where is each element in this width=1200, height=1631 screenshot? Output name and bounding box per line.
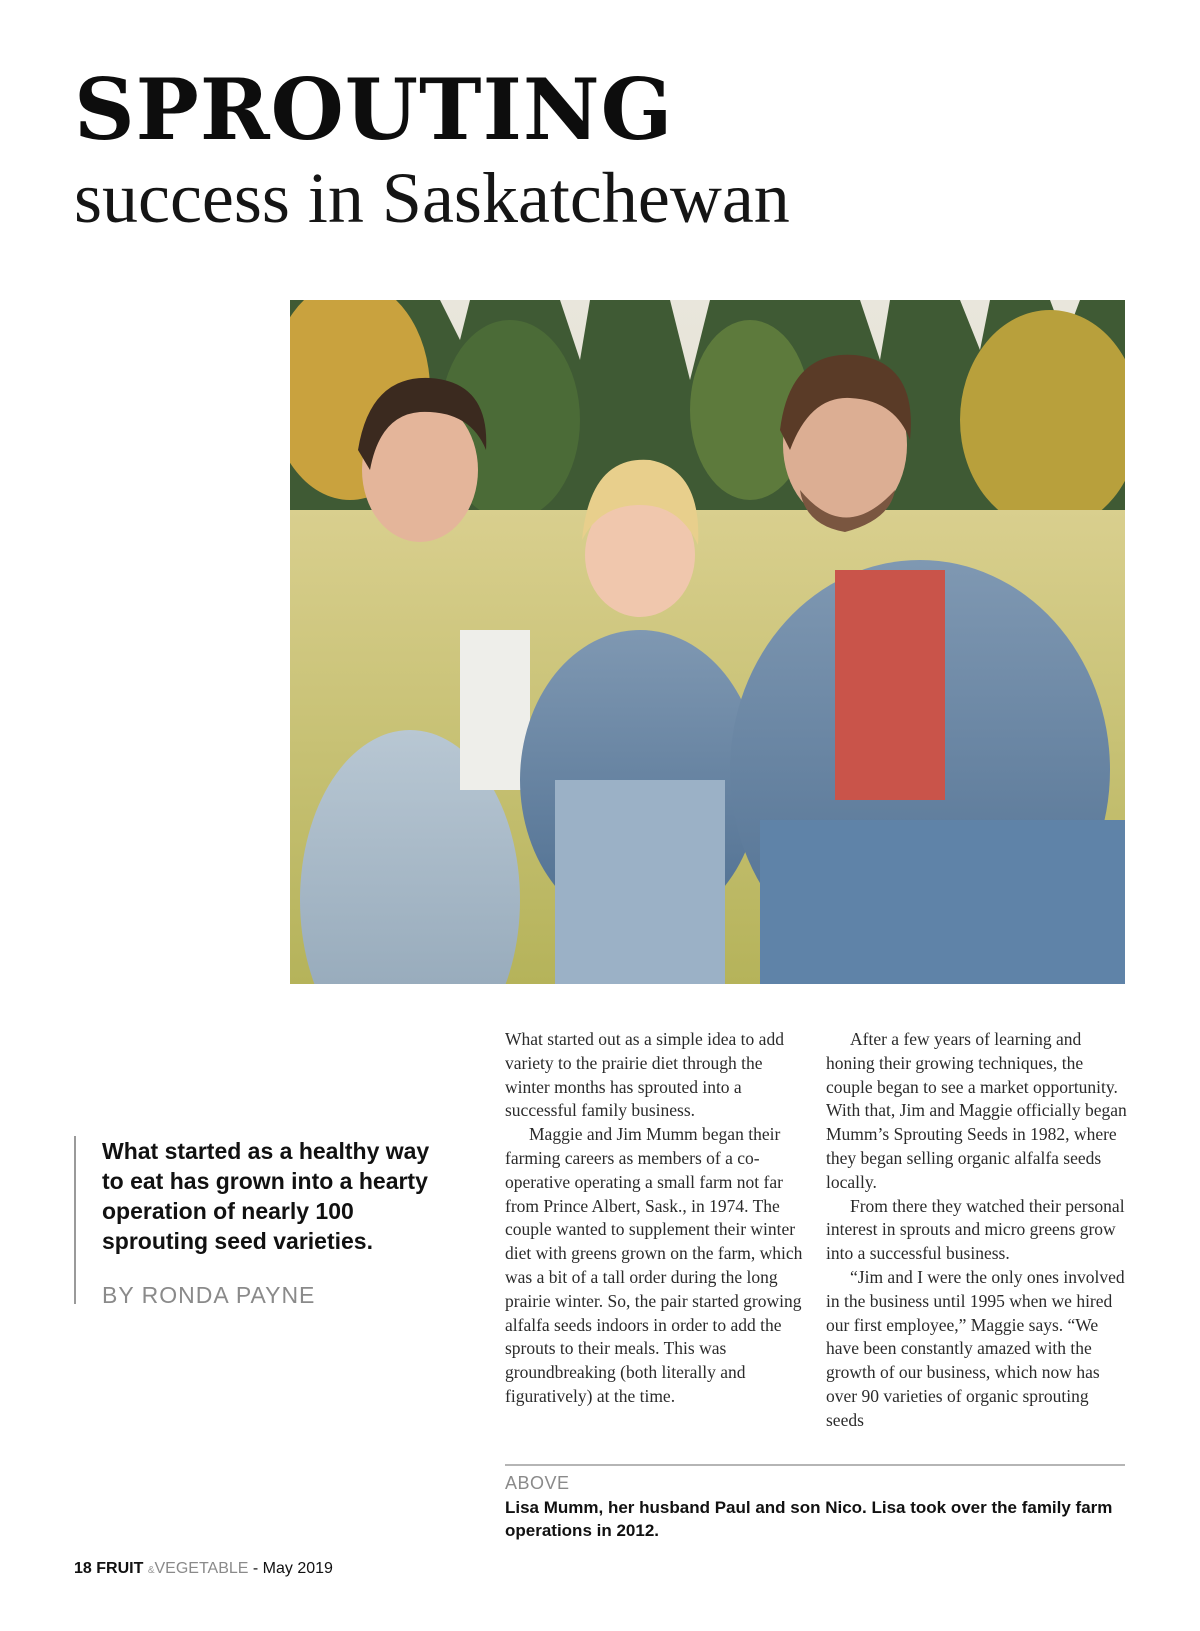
body-column-2 (826, 1028, 1129, 1433)
deck-text: What started as a healthy way to eat has grown into a hearty operation of nearly 100 sprouting seed varieties. (102, 1138, 430, 1254)
paragraph: “Jim and I were the only ones involved in the business until 1995 when we hired our first employee,” Maggie says. “We have been constantly amazed with the growth of our business, which now has over 90 varieties of organic sprouting seeds (826, 1266, 1125, 1430)
subheadline: success in Saskatchewan (74, 158, 790, 238)
page-footer (74, 1560, 333, 1578)
issue-date: May 2019 (262, 1560, 333, 1577)
paragraph: What started out as a simple idea to add variety to the prairie diet through the winter months has sprouted into a successful family business. (505, 1029, 784, 1121)
paragraph: From there they watched their personal interest in sprouts and micro greens grow into a successful business. (826, 1195, 1125, 1264)
article-deck (74, 1136, 454, 1308)
publication-ampersand: & (147, 1565, 155, 1576)
family-photo-image (290, 300, 1125, 984)
paragraph: Maggie and Jim Mumm began their farming careers as members of a co-operative operating a small farm not far from Prince Albert, Sask., in 1974. The couple wanted to supplement their winter diet with greens grown on the farm, which was a bit of a tall order during the long prairie winter. So, the pair started growing alfalfa seeds indoors in order to add the sprouts to their meals. This was groundbreaking (both literally and figuratively) at the time. (505, 1124, 803, 1406)
caption-label: ABOVE (505, 1473, 570, 1493)
photo-caption (505, 1464, 1125, 1542)
byline: BY RONDA PAYNE (102, 1282, 316, 1308)
body-column-1 (505, 1028, 808, 1409)
family-photo (290, 300, 1125, 984)
footer-separator: - (248, 1560, 263, 1577)
headline: SPROUTING (74, 60, 674, 159)
publication-name-2: VEGETABLE (154, 1560, 249, 1577)
paragraph: After a few years of learning and honing their growing techniques, the couple began to see a market opportunity. With that, Jim and Maggie officially began Mumm’s Sprouting Seeds in 1982, where they began selling organic alfalfa seeds locally. (826, 1029, 1127, 1192)
publication-name: FRUIT (96, 1560, 144, 1577)
page-number: 18 (74, 1560, 92, 1577)
caption-text: Lisa Mumm, her husband Paul and son Nico. Lisa took over the family farm operations in 2012. (505, 1498, 1113, 1540)
